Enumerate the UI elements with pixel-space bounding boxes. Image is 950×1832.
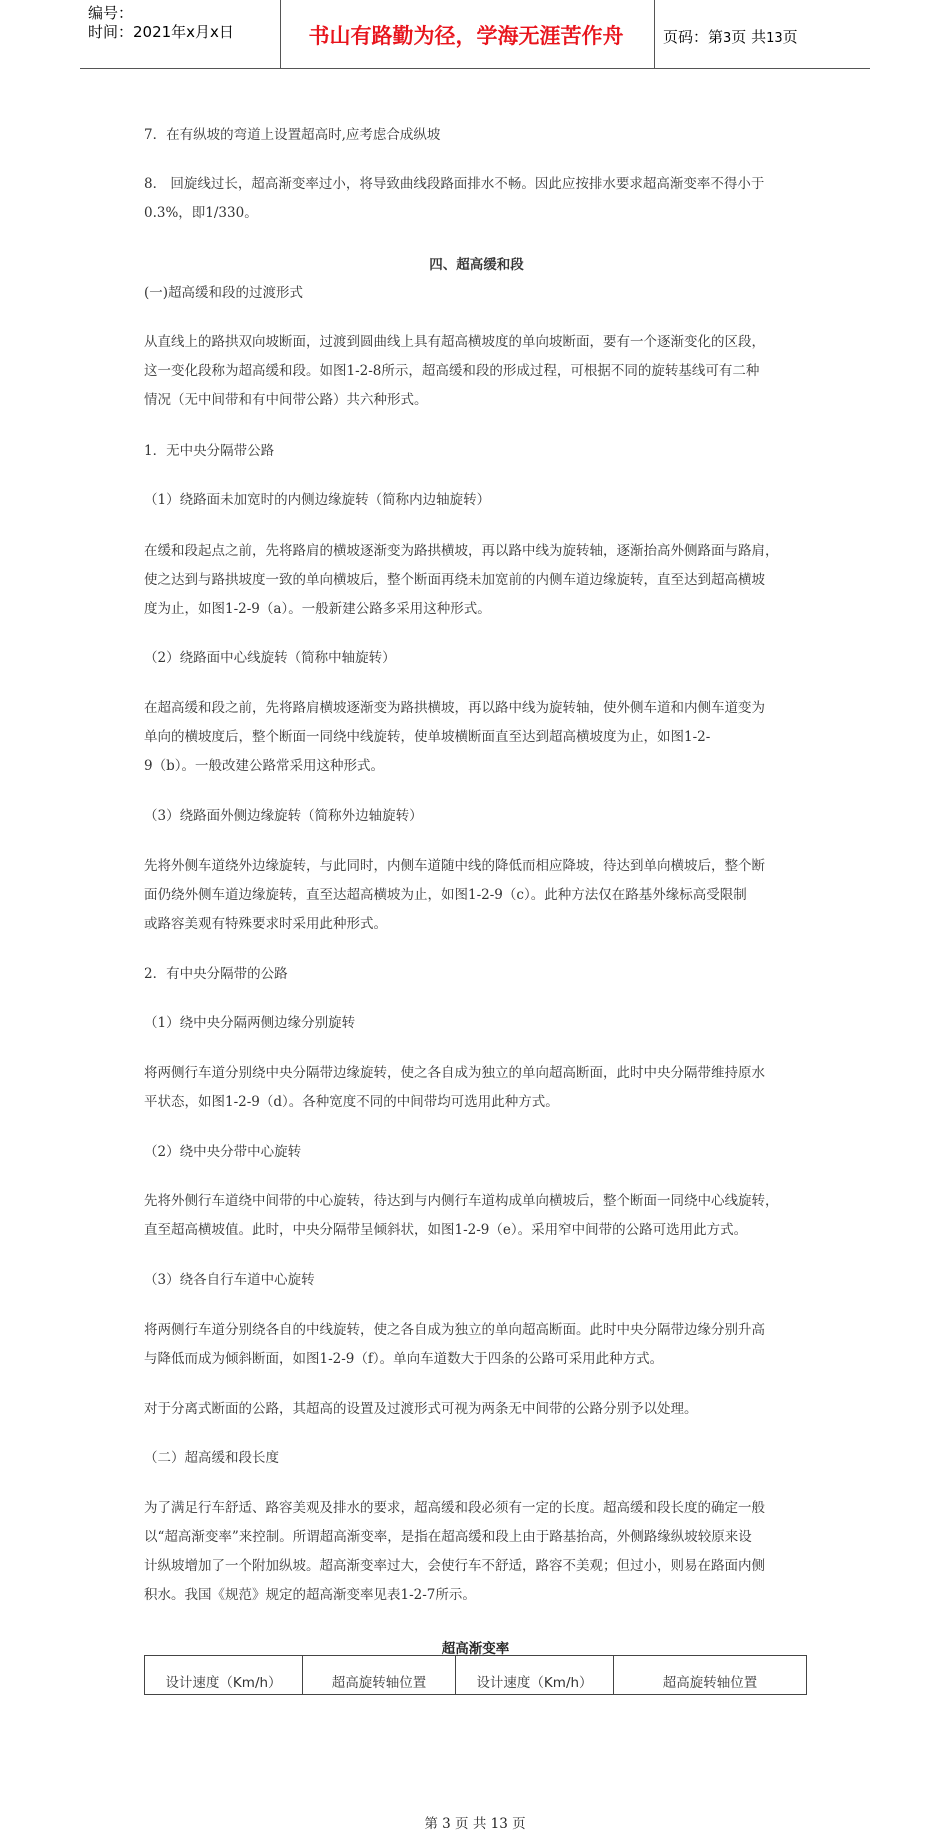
paragraph-line: 使之达到与路拱坡度一致的单向横坡后，整个断面再绕未加宽前的内侧车道边缘旋转，直至达到超高横坡 [144, 572, 765, 588]
paragraph-line: 将两侧行车道分别绕中央分隔带边缘旋转，使之各自成为独立的单向超高断面，此时中央分隔带维持原水 [144, 1065, 765, 1081]
paragraph-line: 8． 回旋线过长，超高渐变率过小，将导致曲线段路面排水不畅。因此应按排水要求超高渐变率不得小于 [144, 176, 765, 192]
code-label: 编号： [88, 4, 134, 22]
header-meta [88, 4, 278, 42]
section-heading: 四、超高缓和段 [429, 257, 524, 273]
list-subheading: （3）绕路面外侧边缘旋转（简称外边轴旋转） [144, 808, 423, 824]
table-header-cell: 设计速度（Km/h） [145, 1656, 303, 1694]
list-heading: 1．无中央分隔带公路 [144, 443, 275, 459]
paragraph-line: 为了满足行车舒适、路容美观及排水的要求，超高缓和段必须有一定的长度。超高缓和段长度的确定一般 [144, 1500, 765, 1516]
paragraph [144, 170, 809, 228]
paragraph-line: 先将外侧车道绕外边缘旋转，与此同时，内侧车道随中线的降低而相应降坡，待达到单向横坡后，整个断 [144, 858, 765, 874]
page-header [80, 0, 870, 69]
list-subheading: （1）绕路面未加宽时的内侧边缘旋转（简称内边轴旋转） [144, 492, 491, 508]
paragraph-line: 在超高缓和段之前，先将路肩横坡逐渐变为路拱横坡，再以路中线为旋转轴，使外侧车道和内侧车道变为 [144, 700, 765, 716]
page-suffix: 页 [782, 28, 798, 46]
paragraph-line: 单向的横坡度后，整个断面一同绕中线旋转，使单坡横断面直至达到超高横坡度为止，如图1-2- [144, 729, 711, 745]
paragraph-line: 在缓和段起点之前，先将路肩的横坡逐渐变为路拱横坡，再以路中线为旋转轴，逐渐抬高外侧路面与路肩， [144, 543, 779, 559]
paragraph-line: 先将外侧行车道绕中间带的中心旋转，待达到与内侧行车道构成单向横坡后，整个断面一同绕中心线旋转， [144, 1193, 779, 1209]
paragraph-line: 0.3%，即1/330。 [144, 205, 258, 221]
paragraph-line: 直至超高横坡值。此时，中央分隔带呈倾斜状，如图1-2-9（e）。采用窄中间带的公路可选用此方式。 [144, 1222, 748, 1238]
paragraph [144, 1187, 809, 1245]
page-number: 3 [723, 31, 732, 46]
list-heading: 2．有中央分隔带的公路 [144, 966, 288, 982]
page-total: 13 [766, 31, 783, 46]
time-label: 时间：2021年x月x日 [88, 23, 234, 41]
paragraph: 7．在有纵坡的弯道上设置超高时,应考虑合成纵坡 [144, 127, 441, 143]
paragraph [144, 1494, 809, 1610]
paragraph [144, 1316, 809, 1374]
paragraph-line: 与降低而成为倾斜断面，如图1-2-9（f）。单向车道数大于四条的公路可采用此种方式。 [144, 1351, 664, 1367]
paragraph [144, 328, 809, 415]
paragraph-line: 面仍绕外侧车道边缘旋转，直至达超高横坡为止，如图1-2-9（c）。此种方法仅在路基外缘标高受限制 [144, 887, 747, 903]
paragraph-line: 从直线上的路拱双向坡断面，过渡到圆曲线上具有超高横坡度的单向坡断面，要有一个逐渐变化的区段， [144, 334, 765, 350]
paragraph [144, 852, 809, 939]
list-subheading: （1）绕中央分隔两侧边缘分别旋转 [144, 1015, 356, 1031]
page-footer: 第 3 页 共 13 页 [424, 1816, 526, 1832]
paragraph [144, 694, 809, 781]
table-header-cell: 超高旋转轴位置 [303, 1656, 456, 1694]
paragraph-line: 或路容美观有特殊要求时采用此种形式。 [144, 916, 387, 932]
paragraph [144, 1059, 809, 1117]
list-subheading: （2）绕中央分带中心旋转 [144, 1144, 302, 1160]
list-subheading: （3）绕各自行车道中心旋转 [144, 1272, 315, 1288]
paragraph-line: 度为止，如图1-2-9（a）。一般新建公路多采用这种形式。 [144, 601, 491, 617]
paragraph-line: 积水。我国《规范》规定的超高渐变率见表1-2-7所示。 [144, 1587, 476, 1603]
table-header-cell: 超高旋转轴位置 [662, 1675, 758, 1691]
header-motto: 书山有路勤为径，学海无涯苦作舟 [308, 23, 624, 48]
paragraph-line: 以“超高渐变率”来控制。所谓超高渐变率，是指在超高缓和段上由于路基抬高，外侧路缘纵坡较原来设 [144, 1529, 752, 1545]
paragraph [144, 537, 809, 624]
header-divider [654, 0, 655, 68]
page-prefix: 页码：第 [663, 28, 724, 46]
paragraph-line: 将两侧行车道分别绕各自的中线旋转，使之各自成为独立的单向超高断面。此时中央分隔带边缘分别升高 [144, 1322, 765, 1338]
table-caption: 超高渐变率 [441, 1641, 510, 1657]
subsection-heading: （二）超高缓和段长度 [144, 1450, 279, 1466]
subsection-heading: (一)超高缓和段的过渡形式 [144, 285, 304, 301]
paragraph-line: 这一变化段称为超高缓和段。如图1-2-8所示，超高缓和段的形成过程，可根据不同的旋转基线可有二种 [144, 363, 760, 379]
paragraph-line: 计纵坡增加了一个附加纵坡。超高渐变率过大，会使行车不舒适，路容不美观；但过小，则易在路面内侧 [144, 1558, 765, 1574]
paragraph-line: 情况（无中间带和有中间带公路）共六种形式。 [144, 392, 428, 408]
superelevation-rate-table [144, 1655, 807, 1695]
list-subheading: （2）绕路面中心线旋转（简称中轴旋转） [144, 650, 396, 666]
page-mid: 页 共 [731, 28, 767, 46]
paragraph-line: 平状态，如图1-2-9（d）。各种宽度不同的中间带均可选用此种方式。 [144, 1094, 559, 1110]
header-page-info [663, 26, 798, 47]
table-header-cell: 设计速度（Km/h） [456, 1656, 614, 1694]
paragraph: 对于分离式断面的公路，其超高的设置及过渡形式可视为两条无中间带的公路分别予以处理。 [144, 1401, 698, 1417]
paragraph-line: 9（b）。一般改建公路常采用这种形式。 [144, 758, 384, 774]
